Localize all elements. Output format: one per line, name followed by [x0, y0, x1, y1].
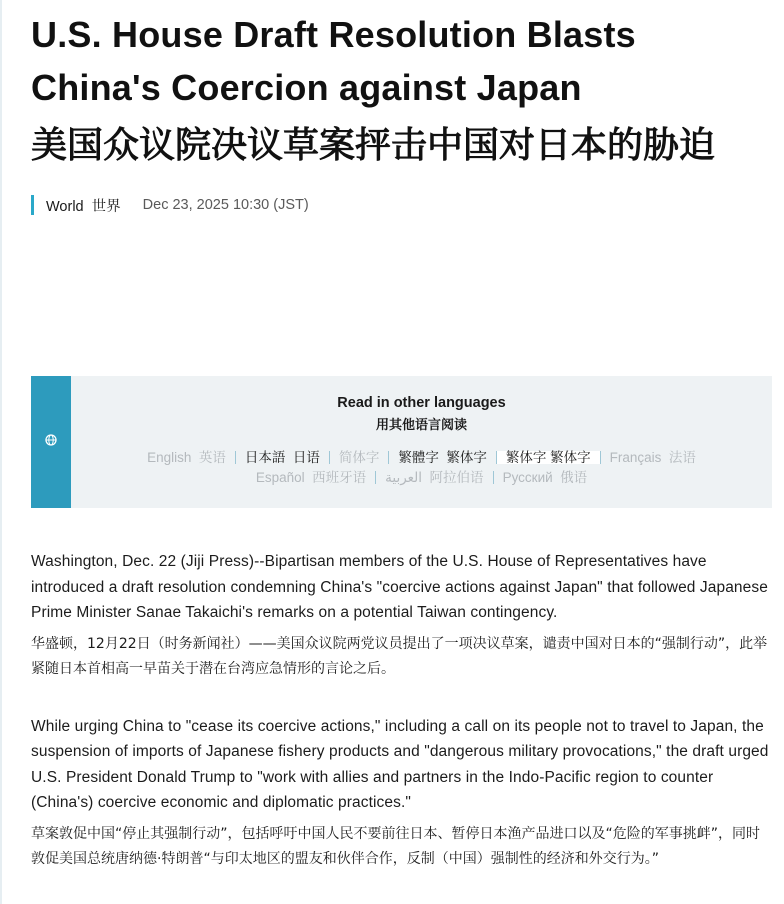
category-accent-bar	[31, 195, 34, 215]
paragraph-2-english: While urging China to "cease its coercive actions," including a call on its people not to travel to Japan, the suspension of imports of Japanese fishery products and "dangerous military provocations," the draft urged U.S. President Donald Trump to "work with allies and partners in the Indo-Pacific region to counter (China's) coercive economic and diplomatic practices."	[31, 717, 769, 811]
publish-date: Dec 23, 2025 10:30 (JST)	[142, 197, 309, 213]
page-left-border	[0, 0, 2, 904]
language-list	[112, 448, 732, 488]
language-panel-content	[71, 376, 772, 508]
language-panel-sidebar	[31, 376, 71, 508]
language-option-spanish: Español 西班牙语	[247, 471, 376, 484]
headline-english-line-2: China's Coercion against Japan	[31, 67, 582, 108]
article-meta	[31, 195, 309, 215]
category-link[interactable]: World 世界	[46, 198, 121, 215]
language-option-english: English 英语	[138, 451, 236, 464]
language-option-arabic: العربية 阿拉伯语	[376, 471, 493, 484]
paragraph-2-chinese: 草案敦促中国“停止其强制行动”，包括呼吁中国人民不要前往日本、暂停日本渔产品进口以及“危险的军事挑衅”，同时敦促美国总统唐纳德·特朗普“与印太地区的盟友和伙伴合作，反制（中国）强制性的经济和外交行为。”	[31, 825, 761, 867]
language-option-simplified-chinese: 简体字	[330, 451, 390, 464]
headline-english	[31, 0, 772, 114]
headline-english-line-1: U.S. House Draft Resolution Blasts	[31, 14, 636, 55]
language-option-traditional-chinese-alt[interactable]: 繁体字 繁体字	[497, 451, 601, 464]
headline-chinese: 美国众议院决议草案抨击中国对日本的胁迫	[31, 125, 716, 166]
languages-heading-english: Read in other languages	[337, 395, 506, 411]
paragraph-1-english: Washington, Dec. 22 (Jiji Press)--Bipartisan members of the U.S. House of Representatives have introduced a draft resolution condemning China's "coercive actions against Japan" that followed Japanese Prime Minister Sanae Takaichi's remarks on a potential Taiwan contingency.	[31, 553, 768, 621]
language-option-traditional-chinese[interactable]: 繁體字 繁体字	[389, 451, 497, 464]
language-option-russian: Русский 俄语	[502, 470, 588, 485]
languages-heading-chinese: 用其他语言阅读	[375, 417, 467, 432]
article-body	[31, 549, 772, 872]
language-option-french: Français 法语	[609, 450, 696, 465]
article-page	[31, 0, 772, 867]
paragraph-block-2	[31, 714, 772, 872]
globe-icon	[45, 433, 57, 451]
paragraph-1-chinese: 华盛顿，12月22日（时务新闻社）——美国众议院两党议员提出了一项决议草案，谴责中国对日本的“强制行动”，此举紧随日本首相高一早苗关于潜在台湾应急情形的言论之后。	[31, 635, 768, 677]
other-languages-panel	[31, 376, 772, 508]
language-option-japanese[interactable]: 日本語 日语	[236, 451, 330, 464]
